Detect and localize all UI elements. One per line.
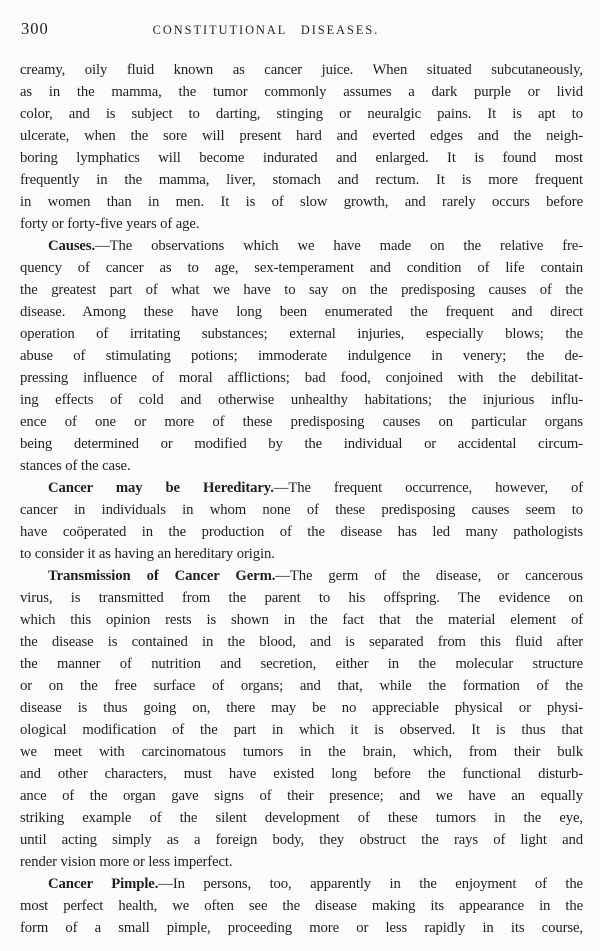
text-line: until acting simply as a foreign body, they obstruct the rays of light and	[20, 832, 583, 848]
text-line: which this opinion rests is shown in the fact that the material element of	[20, 612, 583, 628]
text-line: render vision more or less imperfect.	[20, 854, 233, 870]
text-line: Cancer Pimple.—In persons, too, apparently in the enjoyment of the	[48, 876, 583, 892]
text-line: Transmission of Cancer Germ.—The germ of the disease, or cancerous	[48, 568, 583, 584]
text-line: ulcerate, when the sore will present hard and everted edges and the neigh-	[20, 128, 583, 144]
text-line: color, and is subject to darting, stinging or neuralgic pains. It is apt to	[20, 106, 583, 122]
paragraph-lead: Causes.	[48, 238, 96, 254]
text-line: quency of cancer as to age, sex-temperament and condition of life contain	[20, 260, 583, 276]
page-number: 300	[21, 19, 49, 38]
paragraph-lead: Cancer Pimple.	[48, 876, 159, 892]
running-head: CONSTITUTIONAL DISEASES.	[152, 23, 380, 37]
text-line: ance of the organ gave signs of their presence; and we have an equally	[20, 788, 583, 804]
text-line: disease. Among these have long been enumerated the frequent and direct	[20, 304, 583, 320]
text-line: the greatest part of what we have to say on the predisposing causes of the	[20, 282, 583, 298]
text-line: the disease is contained in the blood, and is separated from this fluid after	[20, 634, 583, 650]
text-line: forty or forty-five years of age.	[20, 216, 200, 232]
text-line: or on the free surface of organs; and that, while the formation of the	[20, 678, 583, 694]
text-line: being determined or modified by the individual or accidental circum-	[20, 436, 583, 452]
text-line: virus, is transmitted from the parent to his offspring. The evidence on	[20, 590, 583, 606]
text-line: ological modification of the part in which it is observed. It is thus that	[20, 722, 583, 738]
text-line: and other characters, must have existed long before the functional disturb-	[20, 766, 583, 782]
text-line: Causes.—The observations which we have made on the relative fre-	[48, 238, 583, 254]
text-line: frequently in the mamma, liver, stomach and rectum. It is more frequent	[20, 172, 583, 188]
paragraph-lead: Transmission of Cancer Germ.	[48, 568, 276, 584]
text-line: boring lymphatics will become indurated and enlarged. It is found most	[20, 150, 583, 166]
text-line: form of a small pimple, proceeding more or less rapidly in its course,	[20, 920, 583, 936]
text-line: abuse of stimulating potions; immoderate indulgence in venery; the de-	[20, 348, 583, 364]
text-line: Cancer may be Hereditary.—The frequent occurrence, however, of	[48, 480, 583, 496]
text-line: disease is thus going on, there may be no appreciable physical or physi-	[20, 700, 583, 716]
text-line: as in the mamma, the tumor commonly assumes a dark purple or livid	[20, 84, 583, 100]
text-line: we meet with carcinomatous tumors in the brain, which, from their bulk	[20, 744, 583, 760]
body-text	[20, 59, 583, 939]
text-line: operation of irritating substances; external injuries, especially blows; the	[20, 326, 583, 342]
text-line: ence of one or more of these predisposing causes on particular organs	[20, 414, 583, 430]
text-line: most perfect health, we often see the disease making its appearance in the	[20, 898, 583, 914]
text-line: stances of the case.	[20, 458, 131, 474]
text-line: in women than in men. It is of slow growth, and rarely occurs before	[20, 194, 583, 210]
text-line: ing effects of cold and otherwise unhealthy habitations; the injurious influ-	[20, 392, 583, 408]
text-line: cancer in individuals in whom none of these predisposing causes seem to	[20, 502, 583, 518]
text-line: pressing influence of moral afflictions; bad food, conjoined with the debilitat-	[20, 370, 583, 386]
text-line: to consider it as having an hereditary origin.	[20, 546, 275, 562]
text-line: have coöperated in the production of the disease has led many pathologists	[20, 524, 583, 540]
text-line: the manner of nutrition and secretion, either in the molecular structure	[20, 656, 583, 672]
text-line: creamy, oily fluid known as cancer juice. When situated subcutaneously,	[20, 62, 583, 78]
text-line: striking example of the silent development of these tumors in the eye,	[20, 810, 583, 826]
paragraph-lead: Cancer may be Hereditary.	[48, 480, 274, 496]
